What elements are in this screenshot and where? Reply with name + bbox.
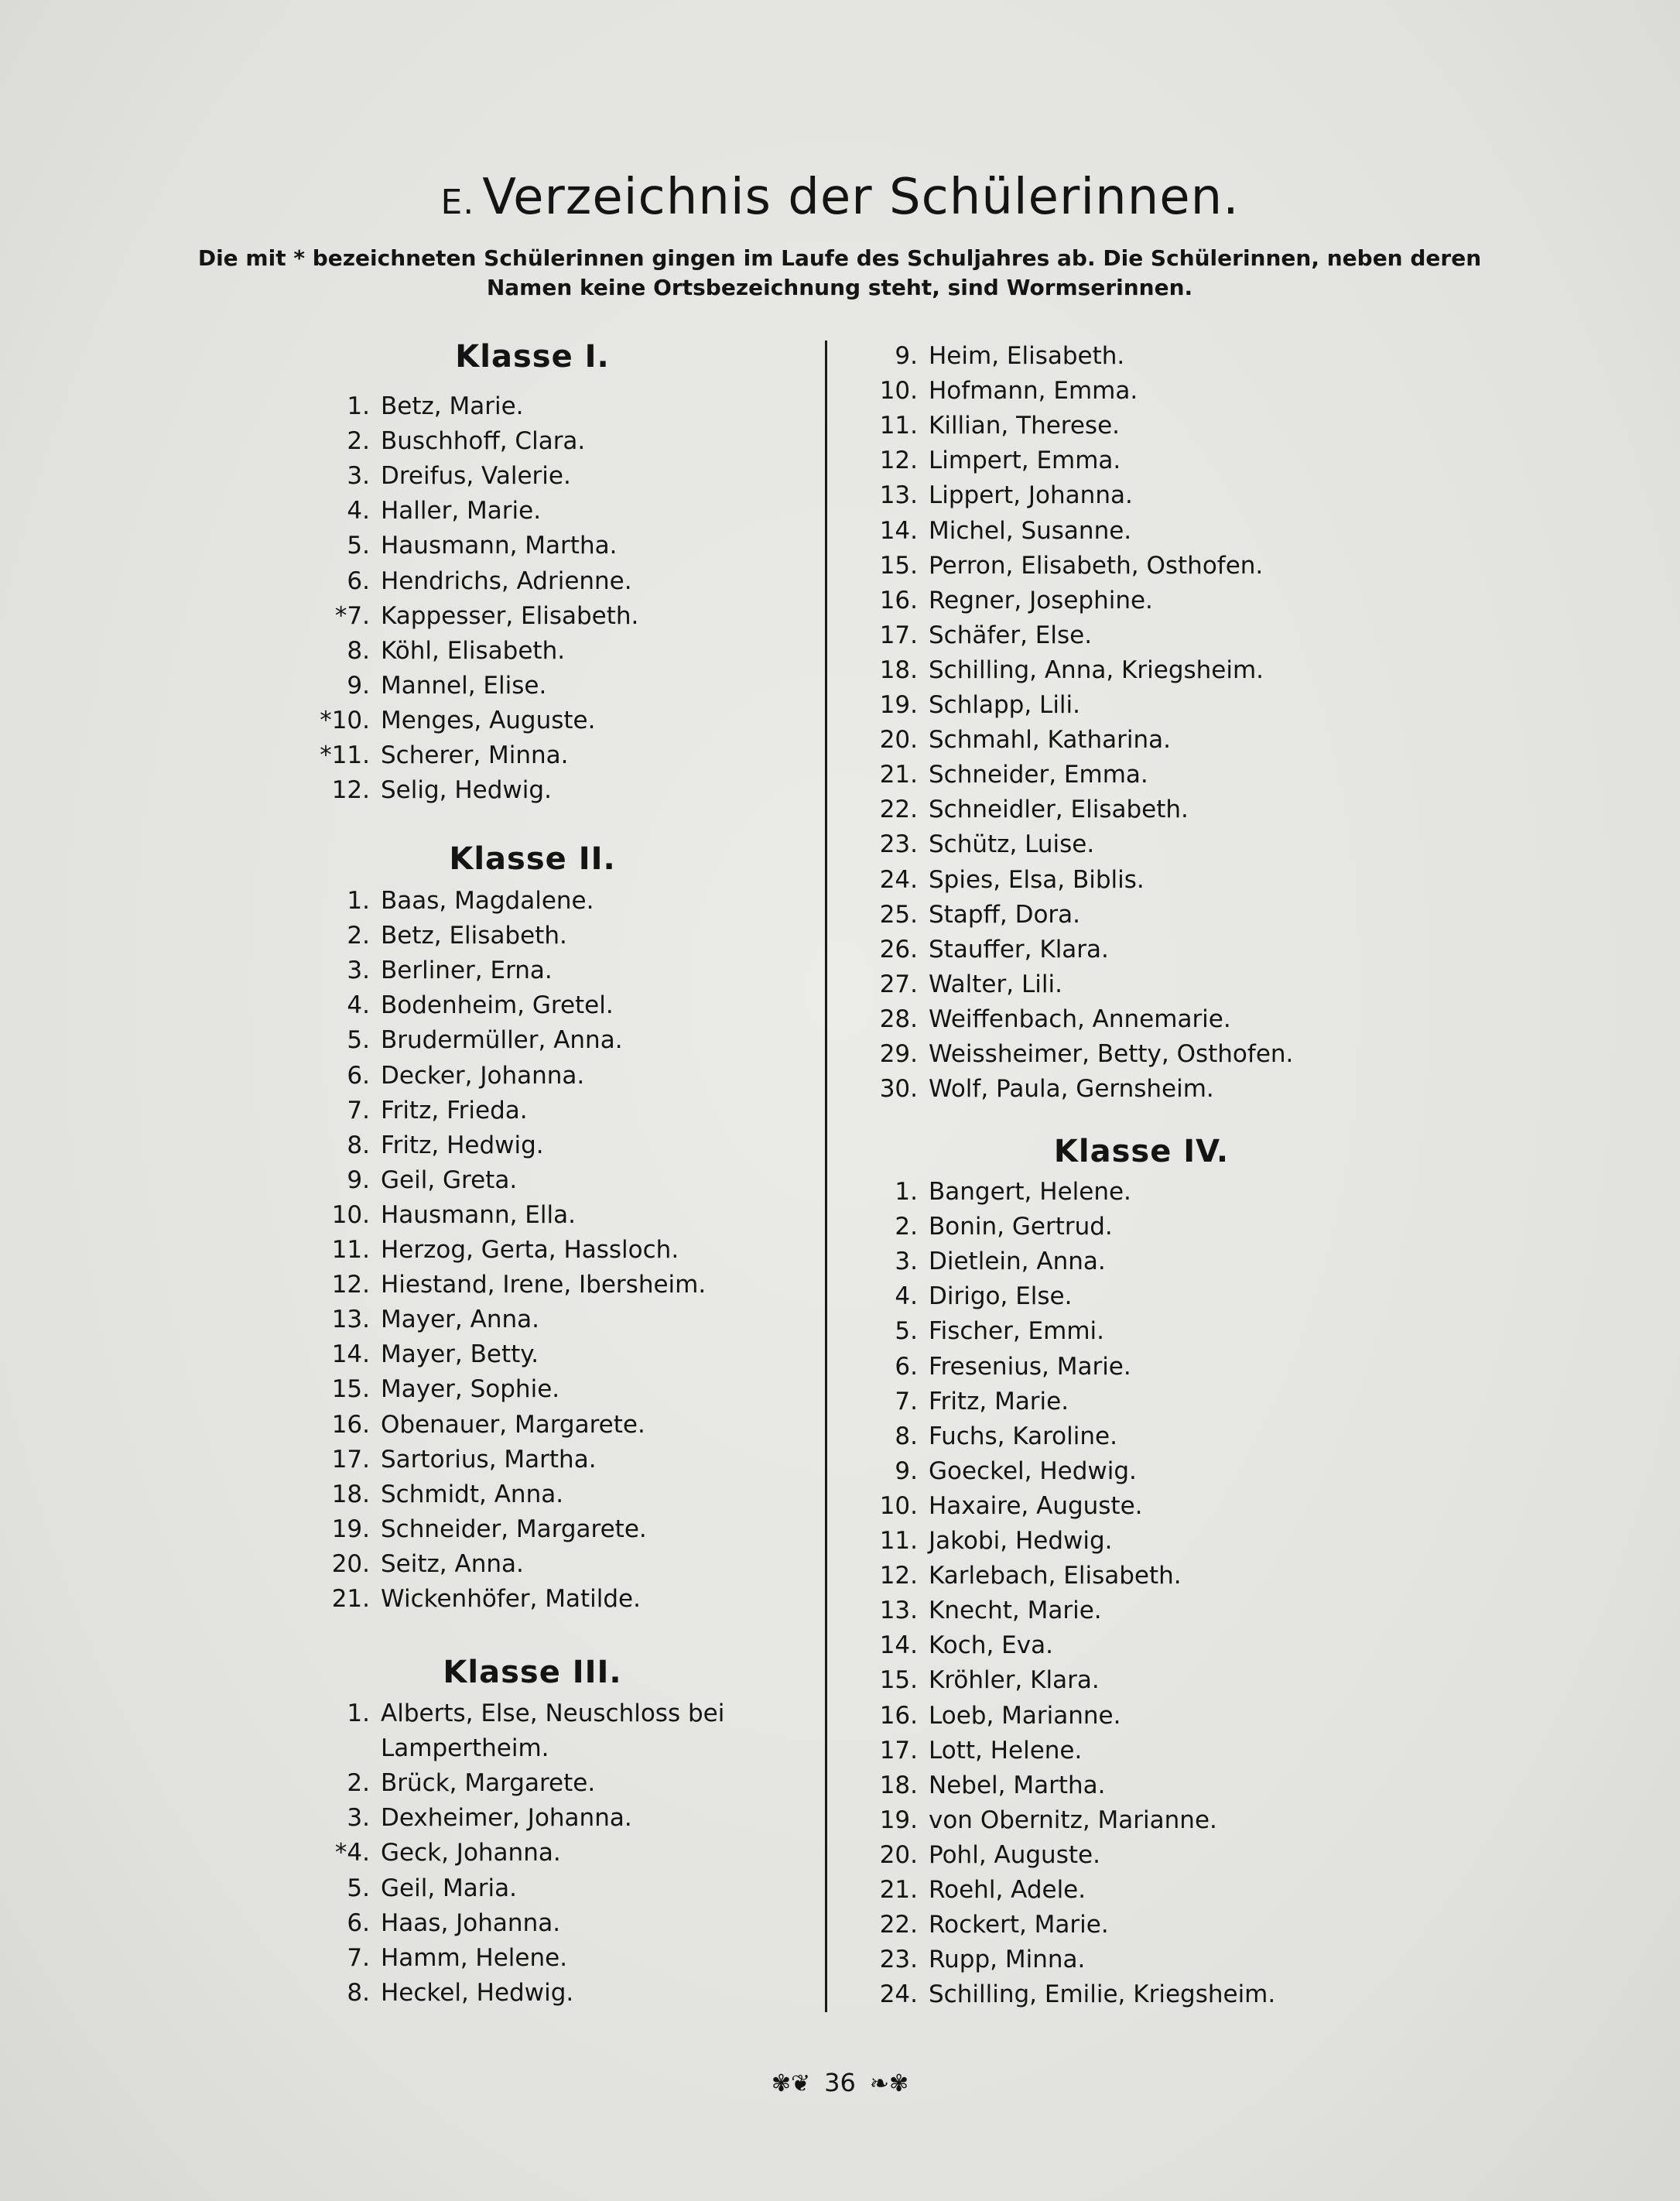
list-item <box>277 669 546 703</box>
entry-name: Hausmann, Martha. <box>381 532 618 560</box>
entry-number: 16. <box>879 1701 918 1730</box>
list-item <box>825 1943 1085 1977</box>
list-item <box>277 1766 595 1801</box>
entry-number: 19. <box>879 691 918 719</box>
entry-name: Dexheimer, Johanna. <box>381 1804 632 1833</box>
entry-number: 7. <box>347 1943 370 1972</box>
entry-number: 4. <box>347 991 370 1020</box>
entry-name: Nebel, Martha. <box>929 1771 1106 1799</box>
entry-number: 12. <box>879 447 918 475</box>
list-item <box>825 1279 1072 1314</box>
list-item <box>825 1244 1106 1279</box>
entry-number: *7. <box>334 601 370 630</box>
list-item <box>825 478 1133 513</box>
entry-name: Walter, Lili. <box>929 970 1062 998</box>
list-item <box>277 494 541 529</box>
entry-name: Wolf, Paula, Gernsheim. <box>929 1075 1214 1104</box>
entry-name: Betz, Elisabeth. <box>381 922 567 950</box>
entry-name: Schneider, Margarete. <box>381 1515 647 1543</box>
entry-name: Lippert, Johanna. <box>929 481 1133 510</box>
entry-number: *11. <box>320 741 370 769</box>
entry-number: 15. <box>331 1375 370 1404</box>
entry-number: 1. <box>347 392 370 420</box>
entry-number: 6. <box>895 1352 918 1381</box>
list-item <box>277 459 571 494</box>
entry-number: 28. <box>879 1005 918 1033</box>
entry-name: Köhl, Elisabeth. <box>381 636 566 665</box>
list-item <box>825 1489 1143 1524</box>
entry-name: Roehl, Adele. <box>929 1876 1086 1904</box>
entry-name: Fresenius, Marie. <box>929 1352 1131 1381</box>
list-item <box>277 1477 563 1512</box>
entry-name: Goeckel, Hedwig. <box>929 1456 1137 1485</box>
list-item <box>825 1524 1113 1559</box>
note-line-1: Die mit * bezeichneten Schülerinnen gingen im Laufe des Schuljahres ab. Die Schülerinnen, neben deren <box>197 245 1482 271</box>
list-item <box>825 792 1189 827</box>
list-item <box>825 1175 1131 1210</box>
list-item <box>825 1454 1137 1489</box>
list-item <box>277 1512 647 1547</box>
list-item <box>825 1628 1053 1663</box>
entry-name: Heckel, Hedwig. <box>381 1978 574 2007</box>
entry-number: 10. <box>331 1200 370 1229</box>
entry-name: Heim, Elisabeth. <box>929 342 1125 370</box>
entry-number: 10. <box>879 1491 918 1520</box>
list-item <box>825 1768 1105 1803</box>
entry-number: 12. <box>879 1562 918 1590</box>
list-item <box>277 599 638 634</box>
list-item <box>825 653 1264 688</box>
entry-number: 5. <box>895 1317 918 1346</box>
list-item <box>825 1663 1100 1698</box>
entry-name: Bodenheim, Gretel. <box>381 991 614 1020</box>
entry-name: Jakobi, Hedwig. <box>929 1527 1113 1555</box>
list-item <box>825 827 1094 862</box>
entry-name: Hausmann, Ella. <box>381 1200 576 1229</box>
entry-number: 30. <box>879 1075 918 1104</box>
entry-name: Fuchs, Karoline. <box>929 1422 1117 1450</box>
entry-name: Kappesser, Elisabeth. <box>381 601 639 630</box>
entry-number: 8. <box>347 1131 370 1159</box>
entry-name: Herzog, Gerta, Hassloch. <box>381 1236 679 1264</box>
entry-number: 4. <box>347 497 370 525</box>
entry-number: 9. <box>895 1456 918 1485</box>
entry-name: Buschhoff, Clara. <box>381 427 586 456</box>
list-item <box>825 933 1109 967</box>
entry-number: 1. <box>347 887 370 915</box>
list-item <box>825 1803 1217 1838</box>
page-footer <box>0 2068 1680 2097</box>
list-item <box>277 1233 679 1268</box>
entry-number: 11. <box>879 412 918 440</box>
entry-number: 14. <box>879 516 918 545</box>
entry-number: 17. <box>879 621 918 649</box>
entry-number: 23. <box>879 1946 918 1974</box>
list-item <box>825 374 1138 409</box>
list-item <box>825 1037 1293 1072</box>
list-item <box>825 1593 1102 1628</box>
entry-number: 14. <box>331 1340 370 1369</box>
entry-name: Perron, Elisabeth, Osthofen. <box>929 551 1264 580</box>
entry-number: 6. <box>347 1908 370 1937</box>
entry-number: 19. <box>879 1806 918 1834</box>
list-item <box>277 1337 539 1372</box>
entry-number: 8. <box>347 1978 370 2007</box>
entry-number: 26. <box>879 935 918 964</box>
entry-name: Stauffer, Klara. <box>929 935 1109 964</box>
entry-name: Decker, Johanna. <box>381 1061 585 1090</box>
entry-number: 20. <box>879 1840 918 1869</box>
list-item <box>277 1023 623 1058</box>
entry-name: Schütz, Luise. <box>929 830 1095 859</box>
list-item <box>825 1734 1082 1768</box>
list-item <box>277 1801 632 1836</box>
list-item <box>277 1372 559 1407</box>
entry-number: 13. <box>879 1597 918 1625</box>
list-item <box>825 549 1263 584</box>
entry-number: 6. <box>347 1061 370 1090</box>
entry-name: Schneidler, Elisabeth. <box>929 796 1189 824</box>
entry-name: Dirigo, Else. <box>929 1282 1073 1311</box>
entry-name: Mayer, Sophie. <box>381 1375 560 1404</box>
entry-number: 18. <box>879 656 918 684</box>
list-item <box>825 1977 1275 2012</box>
entry-name: Schlapp, Lili. <box>929 691 1081 719</box>
entry-name: Menges, Auguste. <box>381 706 596 734</box>
entry-number: 24. <box>879 1980 918 2009</box>
entry-number: 6. <box>347 567 370 595</box>
entry-number: 19. <box>331 1515 370 1543</box>
entry-number: 7. <box>347 1096 370 1124</box>
list-item <box>277 1198 576 1233</box>
list-item <box>277 1582 641 1617</box>
list-item <box>825 863 1145 898</box>
entry-number: 15. <box>879 551 918 580</box>
list-item <box>825 1559 1182 1593</box>
list-item <box>277 389 524 424</box>
entry-number: 5. <box>347 1026 370 1055</box>
ornament-right-icon: ❧✾ <box>869 2070 909 2097</box>
list-item <box>825 1699 1121 1734</box>
entry-name: Kröhler, Klara. <box>929 1666 1100 1695</box>
entry-name: Fritz, Marie. <box>929 1387 1069 1415</box>
entry-name: Limpert, Emma. <box>929 447 1121 475</box>
entry-number: 17. <box>331 1445 370 1474</box>
entry-number: 9. <box>895 342 918 370</box>
list-item <box>277 1163 517 1198</box>
entry-name: Geil, Maria. <box>381 1874 517 1902</box>
entry-name: Pohl, Auguste. <box>929 1840 1100 1869</box>
entry-name: Bangert, Helene. <box>929 1178 1131 1206</box>
entry-name: Berliner, Erna. <box>381 957 553 985</box>
list-item <box>277 1268 706 1302</box>
list-item <box>277 1941 567 1976</box>
entry-name: Dreifus, Valerie. <box>381 462 571 491</box>
entry-name: Schilling, Anna, Kriegsheim. <box>929 656 1264 684</box>
entry-number: 13. <box>331 1306 370 1334</box>
entry-name: von Obernitz, Marianne. <box>929 1806 1217 1834</box>
entry-number: *10. <box>320 706 370 734</box>
entry-name: Stapff, Dora. <box>929 900 1081 929</box>
list-item <box>277 1443 597 1477</box>
entry-name: Mayer, Anna. <box>381 1306 539 1334</box>
entry-name: Lott, Helene. <box>929 1736 1083 1765</box>
klasse2-heading: Klasse II. <box>449 841 616 877</box>
entry-name: Schilling, Emilie, Kriegsheim. <box>929 1980 1276 2009</box>
entry-number: 27. <box>879 970 918 998</box>
entry-number: 21. <box>331 1585 370 1613</box>
list-item <box>277 1094 528 1128</box>
entry-name: Koch, Eva. <box>929 1631 1053 1660</box>
entry-name: Karlebach, Elisabeth. <box>929 1562 1182 1590</box>
entry-name: Regner, Josephine. <box>929 586 1153 614</box>
entry-name: Bonin, Gertrud. <box>929 1213 1113 1241</box>
entry-name: Weiffenbach, Annemarie. <box>929 1005 1231 1033</box>
entry-name: Alberts, Else, Neuschloss bei <box>381 1700 725 1727</box>
list-item <box>825 1873 1086 1908</box>
entry-number: 21. <box>879 761 918 789</box>
list-item-continuation <box>277 1731 549 1766</box>
entry-number: 3. <box>347 462 370 491</box>
entry-name: Baas, Magdalene. <box>381 887 594 915</box>
list-item <box>277 703 596 738</box>
list-item <box>825 758 1148 792</box>
entry-number: 1. <box>347 1700 370 1727</box>
list-item <box>825 584 1153 618</box>
list-item <box>277 1871 517 1906</box>
entry-number: 12. <box>331 1271 370 1299</box>
list-item <box>825 1314 1104 1349</box>
entry-name: Brück, Margarete. <box>381 1769 596 1798</box>
entry-name: Haxaire, Auguste. <box>929 1491 1143 1520</box>
entry-number: 16. <box>331 1410 370 1439</box>
entry-name: Geil, Greta. <box>381 1166 518 1194</box>
entry-name: Rupp, Minna. <box>929 1946 1086 1974</box>
list-item <box>825 1838 1100 1873</box>
entry-number: 1. <box>895 1178 918 1206</box>
entry-name: Selig, Hedwig. <box>381 776 552 805</box>
list-item <box>825 898 1080 933</box>
klasse4-heading: Klasse IV. <box>1053 1134 1230 1169</box>
entry-number: 18. <box>879 1771 918 1799</box>
entry-number: 4. <box>895 1282 918 1311</box>
list-item <box>825 967 1062 1002</box>
entry-name: Brudermüller, Anna. <box>381 1026 623 1055</box>
list-item <box>277 1836 561 1871</box>
entry-name: Weissheimer, Betty, Osthofen. <box>929 1040 1294 1068</box>
entry-number: 17. <box>879 1736 918 1765</box>
list-item <box>277 1976 573 2011</box>
entry-number: 8. <box>347 636 370 665</box>
ornament-left-icon: ✾❦ <box>771 2070 811 2097</box>
list-item <box>277 884 594 919</box>
entry-number: 20. <box>331 1549 370 1578</box>
entry-name: Betz, Marie. <box>381 392 524 420</box>
list-item <box>277 1906 560 1941</box>
list-item <box>277 1408 645 1443</box>
entry-number: 15. <box>879 1666 918 1695</box>
list-item <box>825 1002 1231 1037</box>
entry-name: Obenauer, Margarete. <box>381 1410 645 1439</box>
entry-name: Seitz, Anna. <box>381 1549 524 1578</box>
section-letter: E. <box>440 183 475 222</box>
klasse1-heading: Klasse I. <box>455 339 610 375</box>
entry-name: Haas, Johanna. <box>381 1908 561 1937</box>
list-item <box>825 409 1120 443</box>
entry-name: Schäfer, Else. <box>929 621 1093 649</box>
entry-name: Knecht, Marie. <box>929 1597 1102 1625</box>
list-item <box>825 1908 1109 1943</box>
entry-number: 9. <box>347 671 370 700</box>
entry-number: 16. <box>879 586 918 614</box>
entry-number: 25. <box>879 900 918 929</box>
list-item <box>277 919 567 953</box>
entry-number: 3. <box>347 1804 370 1833</box>
entry-name: Spies, Elsa, Biblis. <box>929 865 1145 894</box>
note-line-2: Namen keine Ortsbezeichnung steht, sind Wormserinnen. <box>486 275 1193 300</box>
entry-name: Mayer, Betty. <box>381 1340 539 1369</box>
entry-name: Geck, Johanna. <box>381 1839 561 1867</box>
list-item <box>825 443 1121 478</box>
list-item <box>825 1419 1117 1454</box>
klasse3-heading: Klasse III. <box>443 1655 622 1690</box>
entry-number: 29. <box>879 1040 918 1068</box>
entry-number: 11. <box>331 1236 370 1264</box>
list-item <box>277 773 552 808</box>
entry-name: Killian, Therese. <box>929 412 1121 440</box>
entry-number: 2. <box>347 1769 370 1798</box>
list-item <box>277 1696 724 1731</box>
entry-number: 2. <box>347 922 370 950</box>
list-item <box>277 988 614 1023</box>
entry-number: 3. <box>895 1248 918 1276</box>
entry-name: Hofmann, Emma. <box>929 377 1138 406</box>
list-item <box>277 529 617 563</box>
entry-name: Haller, Marie. <box>381 497 542 525</box>
entry-number: 13. <box>879 481 918 510</box>
entry-number: 8. <box>895 1422 918 1450</box>
entry-name: Loeb, Marianne. <box>929 1701 1121 1730</box>
entry-number: 11. <box>879 1527 918 1555</box>
page-number: 36 <box>824 2068 856 2097</box>
entry-number: 20. <box>879 726 918 755</box>
list-item <box>825 1385 1069 1419</box>
entry-number: 3. <box>347 957 370 985</box>
entry-number: 2. <box>895 1213 918 1241</box>
entry-number: 21. <box>879 1876 918 1904</box>
list-item <box>825 339 1124 374</box>
entry-name: Dietlein, Anna. <box>929 1248 1106 1276</box>
list-item <box>825 514 1131 549</box>
entry-number: 24. <box>879 865 918 894</box>
list-item <box>277 1547 524 1582</box>
entry-number: *4. <box>334 1839 370 1867</box>
entry-number: 5. <box>347 1874 370 1902</box>
entry-name: Fischer, Emmi. <box>929 1317 1105 1346</box>
entry-number: 10. <box>879 377 918 406</box>
entry-name: Hamm, Helene. <box>381 1943 568 1972</box>
entry-name: Schmidt, Anna. <box>381 1480 564 1508</box>
list-item <box>277 424 585 459</box>
list-item <box>277 564 632 599</box>
entry-number: 14. <box>879 1631 918 1660</box>
list-item <box>277 953 553 988</box>
entry-number: 9. <box>347 1166 370 1194</box>
entry-number: 22. <box>879 796 918 824</box>
list-item <box>277 1059 584 1094</box>
entry-number: 2. <box>347 427 370 456</box>
list-item <box>825 618 1092 653</box>
list-item <box>277 738 569 773</box>
page-title <box>0 169 1680 226</box>
entry-name: Fritz, Hedwig. <box>381 1131 544 1159</box>
entry-name: Sartorius, Martha. <box>381 1445 597 1474</box>
entry-name: Wickenhöfer, Matilde. <box>381 1585 641 1613</box>
entry-name: Mannel, Elise. <box>381 671 547 700</box>
list-item <box>277 1302 539 1337</box>
entry-number: 18. <box>331 1480 370 1508</box>
entry-name: Schmahl, Katharina. <box>929 726 1171 755</box>
list-item <box>277 1128 544 1163</box>
entry-name: Fritz, Frieda. <box>381 1096 528 1124</box>
list-item <box>825 1210 1113 1244</box>
entry-number: 7. <box>895 1387 918 1415</box>
entry-name: Michel, Susanne. <box>929 516 1132 545</box>
list-item <box>825 688 1080 723</box>
entry-name: Hendrichs, Adrienne. <box>381 567 632 595</box>
entry-number: 23. <box>879 830 918 859</box>
entry-number: 22. <box>879 1911 918 1939</box>
entry-name: Rockert, Marie. <box>929 1911 1109 1939</box>
entry-name: Schneider, Emma. <box>929 761 1148 789</box>
list-item <box>825 1350 1131 1385</box>
entry-number: 5. <box>347 532 370 560</box>
title-text: Verzeichnis der Schülerinnen. <box>482 169 1240 226</box>
entry-name-continuation: Lampertheim. <box>381 1734 549 1763</box>
list-item <box>825 723 1171 758</box>
entry-number: 12. <box>331 776 370 805</box>
list-item <box>825 1072 1214 1107</box>
entry-name: Scherer, Minna. <box>381 741 569 769</box>
entry-name: Hiestand, Irene, Ibersheim. <box>381 1271 707 1299</box>
list-item <box>277 634 565 669</box>
